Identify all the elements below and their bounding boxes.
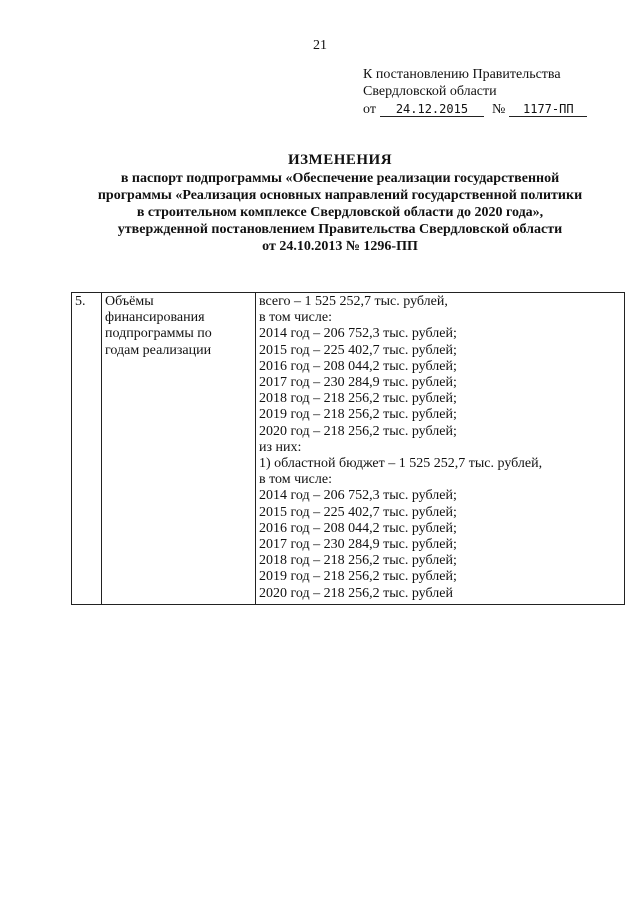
heading-line: программы «Реализация основных направлений государственной политики [97,188,583,203]
approval-number: 1177-ПП [509,102,587,117]
heading-title: ИЗМЕНЕНИЯ [287,152,393,168]
value-line: 2016 год – 208 044,2 тыс. рублей; [259,520,457,536]
value-line: 1) областной бюджет – 1 525 252,7 тыс. рублей, [259,456,543,472]
page-number: 21 [313,38,327,53]
approval-block [363,66,623,118]
table-row [72,293,625,605]
approval-number-label: № [491,102,506,117]
row-value-cell [256,293,625,605]
value-line: 2014 год – 206 752,3 тыс. рублей; [259,326,457,342]
value-line: 2016 год – 208 044,2 тыс. рублей; [259,358,457,374]
value-line: в том числе: [259,472,332,488]
approval-date: 24.12.2015 [380,102,484,117]
name-line: подпрограммы по [105,326,212,342]
value-line: 2017 год – 230 284,9 тыс. рублей; [259,375,457,391]
value-line: 2018 год – 218 256,2 тыс. рублей; [259,553,457,569]
value-line: из них: [259,439,302,455]
value-line: 2020 год – 218 256,2 тыс. рублей [259,585,453,601]
value-line: 2019 год – 218 256,2 тыс. рублей; [259,569,457,585]
row-name-cell [102,293,256,605]
row-number-cell [72,293,102,605]
heading-line: в паспорт подпрограммы «Обеспечение реализации государственной [120,171,560,186]
approval-from-label: от [363,102,376,117]
name-line: годам реализации [105,342,212,358]
name-line: финансирования [105,310,205,326]
value-line: в том числе: [259,310,332,326]
heading-line: в строительном комплексе Свердловской области до 2020 года», [136,205,544,220]
value-line: 2015 год – 225 402,7 тыс. рублей; [259,504,457,520]
document-heading [70,152,610,255]
heading-line: утвержденной постановлением Правительства Свердловской области [117,222,563,237]
approval-line-1: К постановлению Правительства [363,67,561,82]
value-line: 2017 год – 230 284,9 тыс. рублей; [259,537,457,553]
value-line: 2014 год – 206 752,3 тыс. рублей; [259,488,457,504]
value-line: 2015 год – 225 402,7 тыс. рублей; [259,342,457,358]
approval-signature-line [363,101,623,118]
passport-table [71,292,625,605]
value-line: 2019 год – 218 256,2 тыс. рублей; [259,407,457,423]
value-line: всего – 1 525 252,7 тыс. рублей, [259,294,448,309]
value-line: 2020 год – 218 256,2 тыс. рублей; [259,423,457,439]
approval-line-2: Свердловской области [363,84,497,99]
row-number: 5. [75,294,86,309]
heading-line: от 24.10.2013 № 1296-ПП [262,239,418,254]
name-line: Объёмы [105,294,154,309]
value-line: 2018 год – 218 256,2 тыс. рублей; [259,391,457,407]
